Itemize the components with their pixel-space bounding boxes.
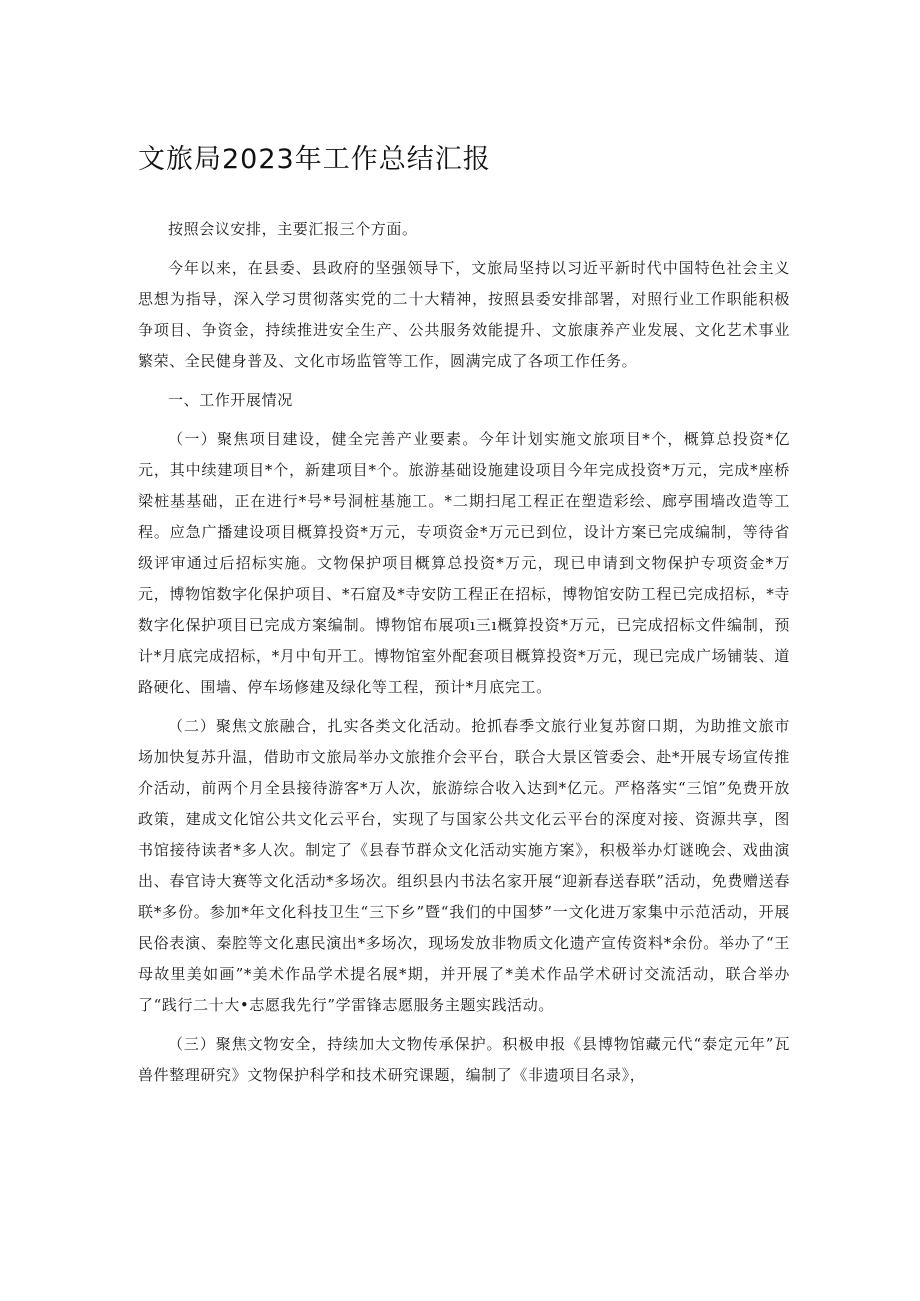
overview-paragraph: 今年以来，在县委、县政府的坚强领导下，文旅局坚持以习近平新时代中国特色社会主义思想为指导，深入学习贯彻落实党的二十大精神，按照县委安排部署，对照行业工作职能积极争项目、争资金，持续推进安全生产、公共服务效能提升、文旅康养产业发展、文化艺术事业繁荣、全民健身普及、文化市场监管等工作，圆满完成了各项工作任务。 bbox=[138, 259, 790, 370]
intro-paragraph: 按照会议安排，主要汇报三个方面。 bbox=[168, 220, 418, 238]
section-heading-work-progress: 一、工作开展情况 bbox=[168, 391, 293, 409]
paragraph-relic-safety: （三）聚焦文物安全，持续加大文物传承保护。积极申报《县博物馆藏元代“泰定元年”瓦兽件整理研究》文物保护科学和技术研究课题，编制了《非遗项目名录》， bbox=[138, 1035, 790, 1084]
document-page bbox=[138, 140, 790, 1099]
document-title: 文旅局2023年工作总结汇报 bbox=[138, 144, 491, 175]
paragraph-project-construction: （一）聚焦项目建设，健全完善产业要素。今年计划实施文旅项目*个，概算总投资*亿元，其中续建项目*个，新建项目*个。旅游基础设施建设项目今年完成投资*万元，完成*座桥梁桩基基础，正在进行*号*号洞桩基施工。*二期扫尾工程正在塑造彩绘、廊亭围墙改造等工程。应急广播建设项目概算投资*万元，专项资金*万元已到位，设计方案已完成编制，等待省级评审通过后招标实施。文物保护项目概算总投资*万元，现已申请到文物保护专项资金*万元，博物馆数字化保护项目、*石窟及*寺安防工程正在招标，博物馆安防工程已完成招标，*寺数字化保护项目已完成方案编制。博物馆布展项ı三ı概算投资*万元，已完成招标文件编制，预计*月底完成招标，*月中旬开工。博物馆室外配套项目概算投资*万元，现已完成广场铺装、道路硬化、围墙、停车场修建及绿化等工程，预计*月底完工。 bbox=[138, 430, 790, 696]
paragraph-cultural-tourism: （二）聚焦文旅融合，扎实各类文化活动。抢抓春季文旅行业复苏窗口期，为助推文旅市场加快复苏升温，借助市文旅局举办文旅推介会平台，联合大景区管委会、赴*开展专场宣传推介活动，前两个月全县接待游客*万人次，旅游综合收入达到*亿元。严格落实“三馆”免费开放政策，建成文化馆公共文化云平台，实现了与国家公共文化云平台的深度对接、资源共享，图书馆接待读者*多人次。制定了《县春节群众文化活动实施方案》，积极举办灯谜晚会、戏曲演出、春官诗大赛等文化活动*多场次。组织县内书法名家开展“迎新春送春联”活动，免费赠送春联*多份。参加*年文化科技卫生“三下乡”暨“我们的中国梦”一文化进万家集中示范活动，开展民俗表演、秦腔等文化惠民演出*多场次，现场发放非物质文化遗产宣传资料*余份。举办了“王母故里美如画”*美术作品学术提名展*期，并开展了*美术作品学术研讨交流活动，联合举办了“践行二十大•志愿我先行”学雷锋志愿服务主题实践活动。 bbox=[138, 717, 790, 1014]
